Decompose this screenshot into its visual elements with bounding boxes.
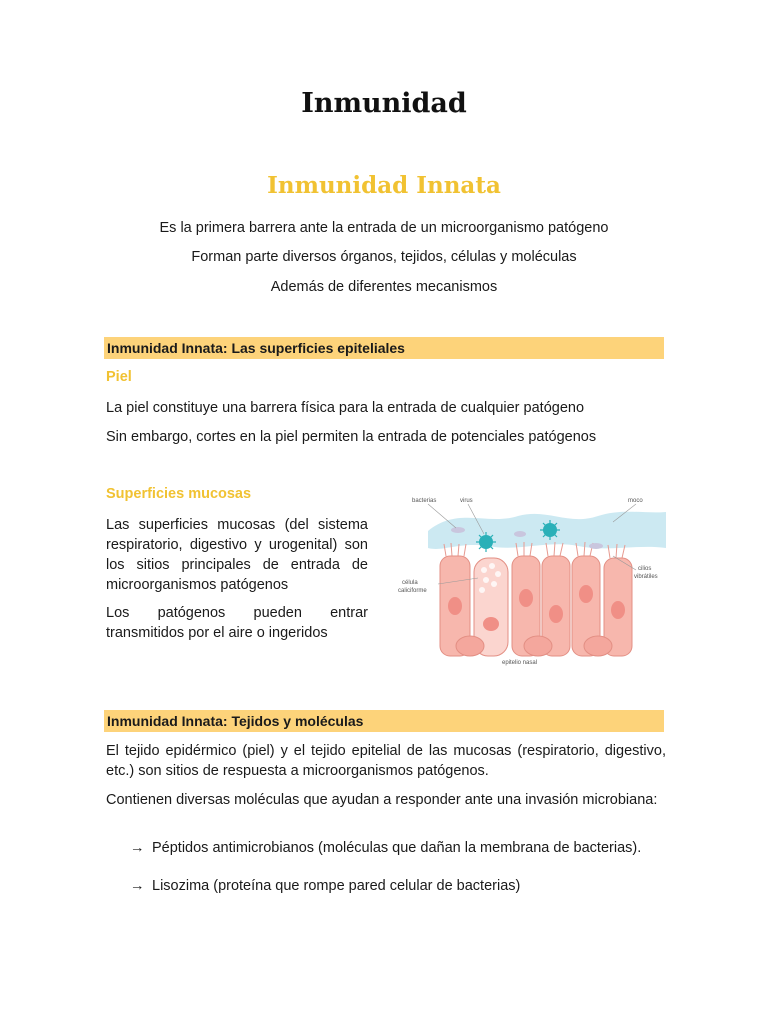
epithelium-illustration xyxy=(398,486,666,666)
tejidos-paragraph-2: Contienen diversas moléculas que ayudan a responder ante una invasión microbiana: xyxy=(106,792,658,808)
piel-line: Sin embargo, cortes en la piel permiten la entrada de potenciales patógenos xyxy=(106,429,597,445)
intro-line: Forman parte diversos órganos, tejidos, células y moléculas xyxy=(191,249,577,265)
list-item-text: Lisozima (proteína que rompe pared celular de bacterias) xyxy=(152,878,521,894)
document-title: Inmunidad xyxy=(301,88,467,119)
section-heading-superficies: Inmunidad Innata: Las superficies epiteliales xyxy=(104,337,664,359)
subheading-mucosas: Superficies mucosas xyxy=(106,486,252,502)
list-item xyxy=(130,840,641,856)
label-bacterias: bacterias xyxy=(412,498,437,504)
arrow-icon: → xyxy=(130,840,145,856)
intro-line: Es la primera barrera ante la entrada de un microorganismo patógeno xyxy=(159,220,609,236)
basal-cells xyxy=(456,636,612,656)
piel-line: La piel constituye una barrera física para la entrada de cualquier patógeno xyxy=(106,400,585,416)
label-moco: moco xyxy=(628,498,643,504)
label-celula: célula xyxy=(402,580,418,586)
list-item-text: Péptidos antimicrobianos (moléculas que dañan la membrana de bacterias). xyxy=(152,840,642,856)
label-caliciforme: caliciforme xyxy=(398,588,427,594)
mucosas-paragraph: Las superficies mucosas (del sistema respiratorio, digestivo y urogenital) son los sitios principales de entrada de microorganismos patógenos xyxy=(106,517,368,593)
arrow-icon: → xyxy=(130,878,145,894)
tejidos-paragraph: El tejido epidérmico (piel) y el tejido epitelial de las mucosas (respiratorio, digestivo, etc.) son sitios de respuesta a microorganismos patógenos. xyxy=(106,743,666,779)
intro-line: Además de diferentes mecanismos xyxy=(270,279,498,295)
section-heading-tejidos: Inmunidad Innata: Tejidos y moléculas xyxy=(104,710,664,732)
label-cilios: cilios xyxy=(638,566,652,572)
subheading-piel: Piel xyxy=(106,369,132,385)
label-epitelio: epitelio nasal xyxy=(502,660,538,666)
section-subtitle: Inmunidad Innata xyxy=(267,172,501,199)
mucosas-paragraph-2: Los patógenos pueden entrar transmitidos por el aire o ingeridos xyxy=(106,605,368,641)
list-item xyxy=(130,878,520,894)
label-virus: virus xyxy=(460,498,473,504)
label-vibratiles: vibrátiles xyxy=(634,574,658,580)
